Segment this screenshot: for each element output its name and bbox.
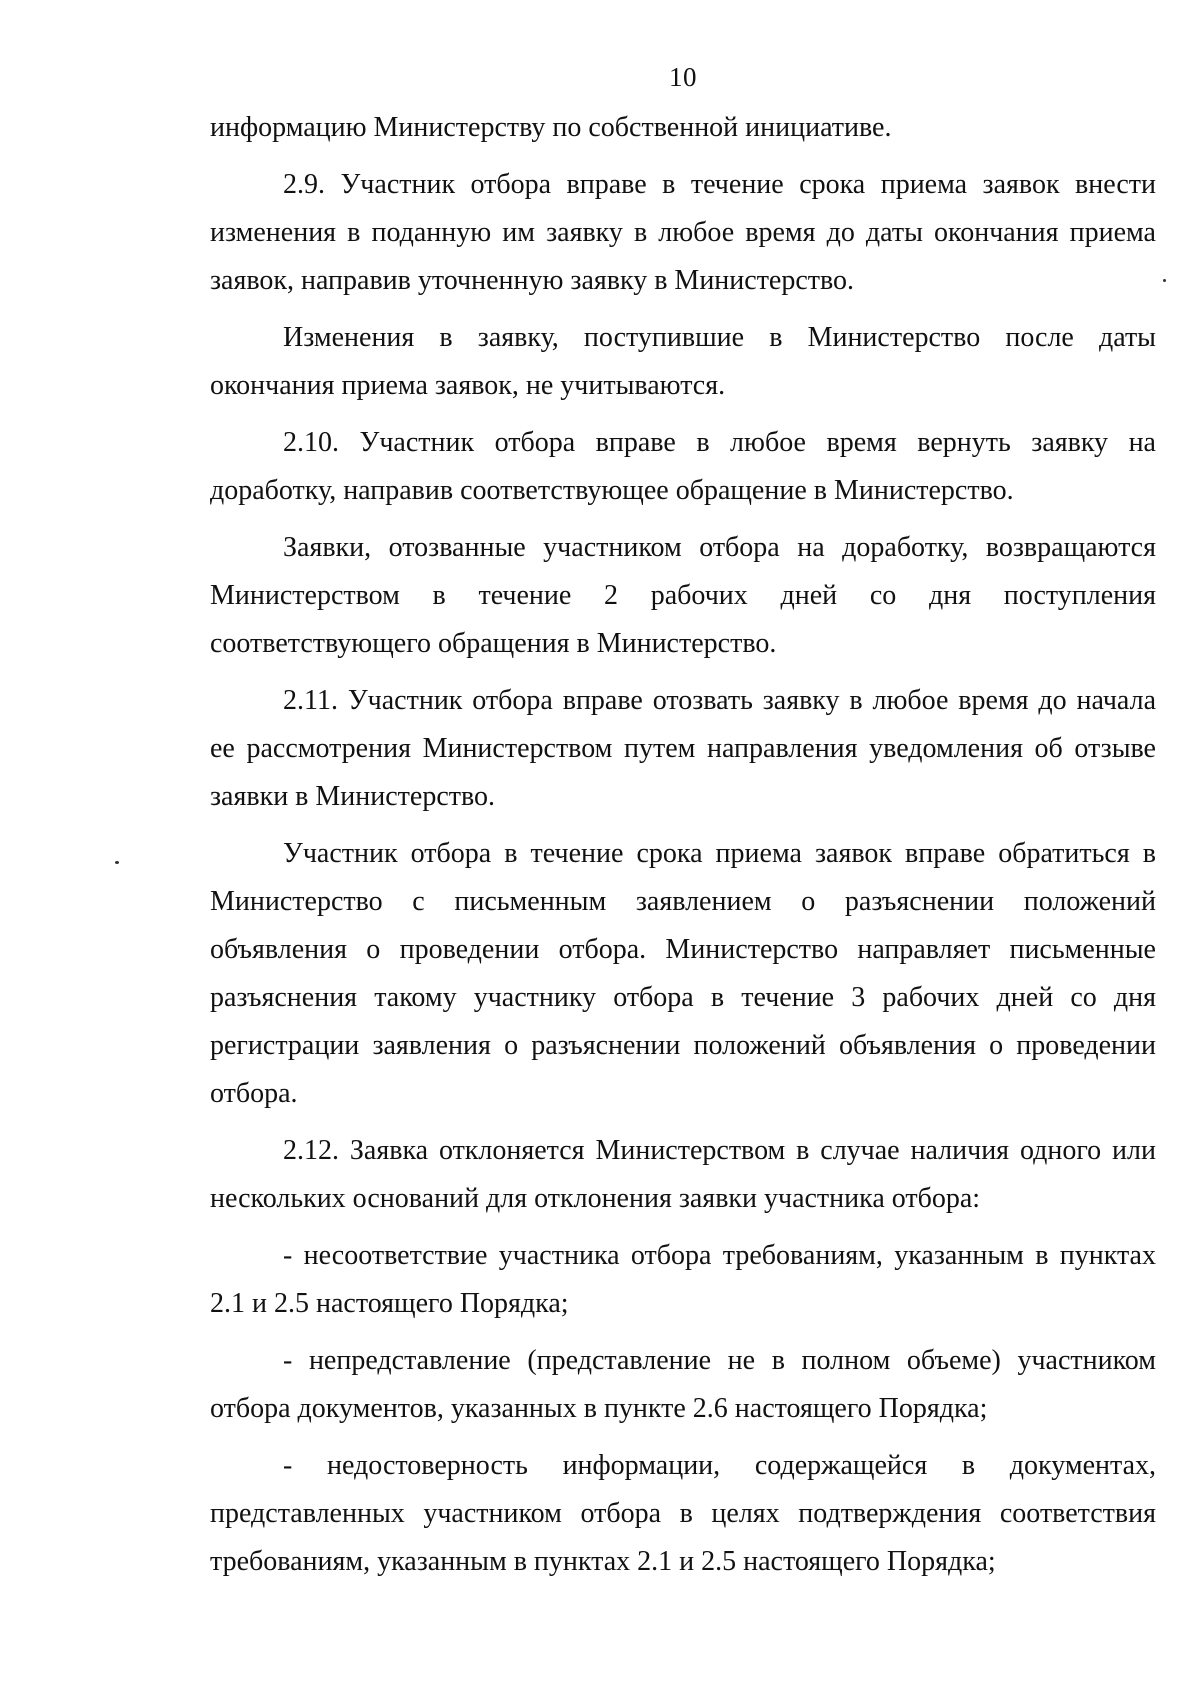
- document-body: [210, 104, 1156, 1595]
- scan-speck: [1163, 279, 1166, 282]
- list-item-unreliable-information: - недостоверность информации, содержащейся в документах, представленных участником отбора в целях подтверждения соответствия требованиям, указанным в пунктах 2.1 и 2.5 настоящего Порядка;: [210, 1450, 1156, 1577]
- paragraph-returned-applications: Заявки, отозванные участником отбора на доработку, возвращаются Министерством в течение 2 рабочих дней со дня поступления соответствующего обращения в Министерство.: [210, 532, 1156, 659]
- paragraph-2-9: 2.9. Участник отбора вправе в течение срока приема заявок внести изменения в поданную им заявку в любое время до даты окончания приема заявок, направив уточненную заявку в Министерство.: [210, 169, 1156, 296]
- list-item-missing-documents: - непредставление (представление не в полном объеме) участником отбора документов, указанных в пункте 2.6 настоящего Порядка;: [210, 1345, 1156, 1424]
- paragraph-clarification-request: Участник отбора в течение срока приема заявок вправе обратиться в Министерство с письменным заявлением о разъяснении положений объявления о проведении отбора. Министерство направляет письменные разъяснения такому участнику отбора в течение 3 рабочих дней со дня регистрации заявления о разъяснении положений объявления о проведении отбора.: [210, 838, 1156, 1109]
- scan-speck: [115, 861, 119, 864]
- paragraph-2-11: 2.11. Участник отбора вправе отозвать заявку в любое время до начала ее рассмотрения Министерством путем направления уведомления об отзыве заявки в Министерство.: [210, 685, 1156, 812]
- page-number: 10: [669, 62, 697, 92]
- paragraph-continuation: информацию Министерству по собственной инициативе.: [210, 112, 892, 143]
- paragraph-2-12: 2.12. Заявка отклоняется Министерством в случае наличия одного или нескольких оснований для отклонения заявки участника отбора:: [210, 1135, 1156, 1214]
- list-item-noncompliance: - несоответствие участника отбора требованиям, указанным в пунктах 2.1 и 2.5 настоящего Порядка;: [210, 1240, 1156, 1319]
- paragraph-2-10: 2.10. Участник отбора вправе в любое время вернуть заявку на доработку, направив соответствующее обращение в Министерство.: [210, 427, 1156, 506]
- paragraph-changes-not-accepted: Изменения в заявку, поступившие в Министерство после даты окончания приема заявок, не учитываются.: [210, 322, 1156, 401]
